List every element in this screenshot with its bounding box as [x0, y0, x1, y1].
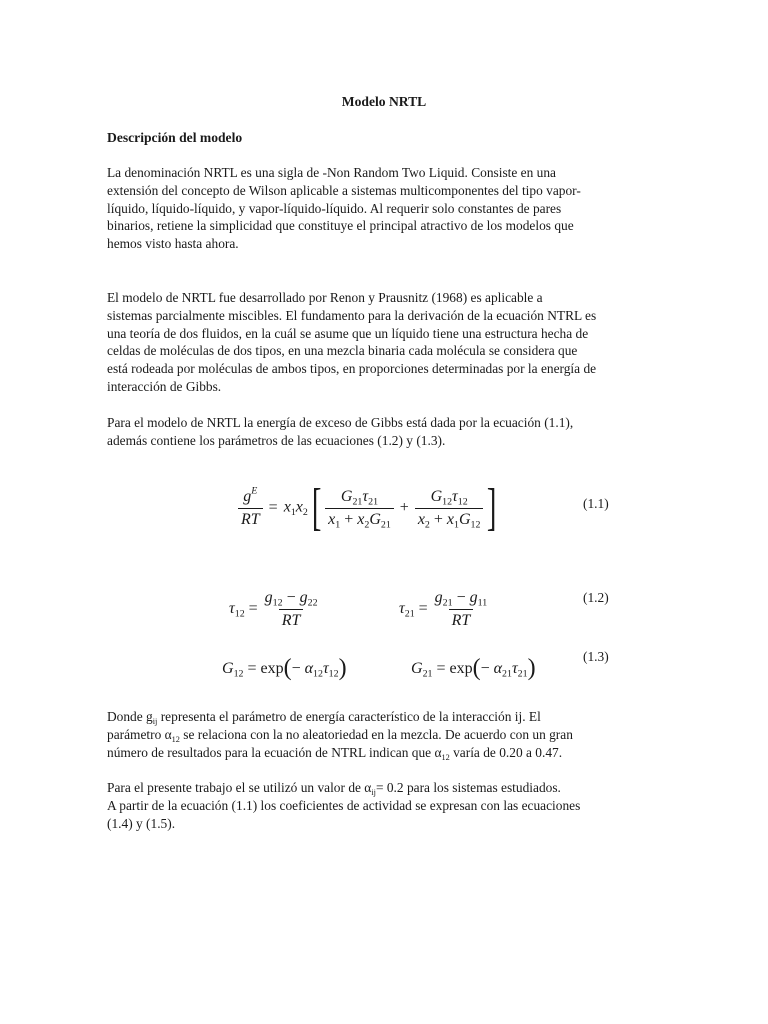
text-line: extensión del concepto de Wilson aplicable a sistemas multicomponentes del tipo vapor- [107, 182, 581, 198]
text-line: El modelo de NRTL fue desarrollado por Renon y Prausnitz (1968) es aplicable a [107, 290, 543, 305]
equation-1-3-left: $G_{12} = \exp(- \alpha_{12}\tau_{12})$ [222, 655, 347, 681]
paragraph-origin [107, 289, 662, 396]
text-line: está rodeada por moléculas de ambos tipos, en proporciones determinadas por la energía de [107, 361, 597, 377]
equation-1-2-left: $\tau_{12}$ = $\frac{g_{12} - g_{22}}{RT}$ [229, 589, 318, 629]
equation-1-3-right: $G_{21} = \exp(- \alpha_{21}\tau_{21})$ [411, 655, 536, 681]
paragraph-intro [107, 164, 662, 253]
text-line: líquido, líquido-líquido, y vapor-líquido-líquido. Al requerir solo constantes de pares [107, 200, 562, 216]
text-line: hemos visto hasta ahora. [107, 236, 239, 252]
text-line: A partir de la ecuación (1.1) los coeficientes de actividad se expresan con las ecuaciones [107, 797, 581, 813]
text-line: interacción de Gibbs. [107, 378, 222, 394]
text-line: celdas de moléculas de dos tipos, en una mezcla binaria cada molécula se considera que [107, 343, 578, 359]
equation-number: (1.3) [583, 649, 609, 664]
text-line: Donde $g_{ij}$ representa el parámetro de energía característico de la interacción ij. El [107, 709, 541, 726]
paragraph-parameters [107, 708, 662, 761]
equation-1-1: $\frac{g^E}{RT}$ = $x_1x_2$[ $\frac{G_{21}\tau_{21}}{x_1 + x_2G_{21}}$ + $\frac{G_{12}\tau_{12}}{x_2 + x_1G_{12}}$ ] [238, 482, 501, 534]
text-line: La denominación NRTL es una sigla de -Non Random Two Liquid. Consiste en una [107, 165, 556, 180]
paragraph-activity [107, 779, 662, 832]
text-line: parámetro $\alpha_{12}$ se relaciona con la no aleatoriedad en la mezcla. De acuerdo con un gran [107, 726, 573, 744]
equation-1-2-right: $\tau_{21}$ = $\frac{g_{21} - g_{11}}{RT}$ [399, 589, 488, 629]
text-line: además contiene los parámetros de las ecuaciones (1.2) y (1.3). [107, 432, 446, 448]
text-line: número de resultados para la ecuación de NTRL indican que $\alpha_{12}$ varía de 0.20 a 0.47. [107, 744, 563, 762]
text-line: sistemas parcialmente miscibles. El fundamento para la derivación de la ecuación NTRL es [107, 307, 597, 323]
text-line: binarios, retiene la simplicidad que constituye el principal atractivo de los modelos que [107, 218, 574, 234]
text-line: una teoría de dos fluidos, en la cuál se asume que un líquido tiene una estructura hecha de [107, 325, 589, 341]
text-line: (1.4) y (1.5). [107, 815, 176, 831]
equation-number: (1.2) [583, 590, 609, 605]
section-heading: Descripción del modelo [107, 130, 243, 145]
text-line: Para el modelo de NRTL la energía de exceso de Gibbs está dada por la ecuación (1.1), [107, 415, 574, 430]
equation-number: (1.1) [583, 496, 609, 511]
page-title: Modelo NRTL [341, 94, 427, 109]
text-line: Para el presente trabajo el se utilizó un valor de $\alpha_{ij}= 0.2$ para los sistemas estudiados. [107, 780, 561, 797]
paragraph-gibbs [107, 414, 662, 450]
